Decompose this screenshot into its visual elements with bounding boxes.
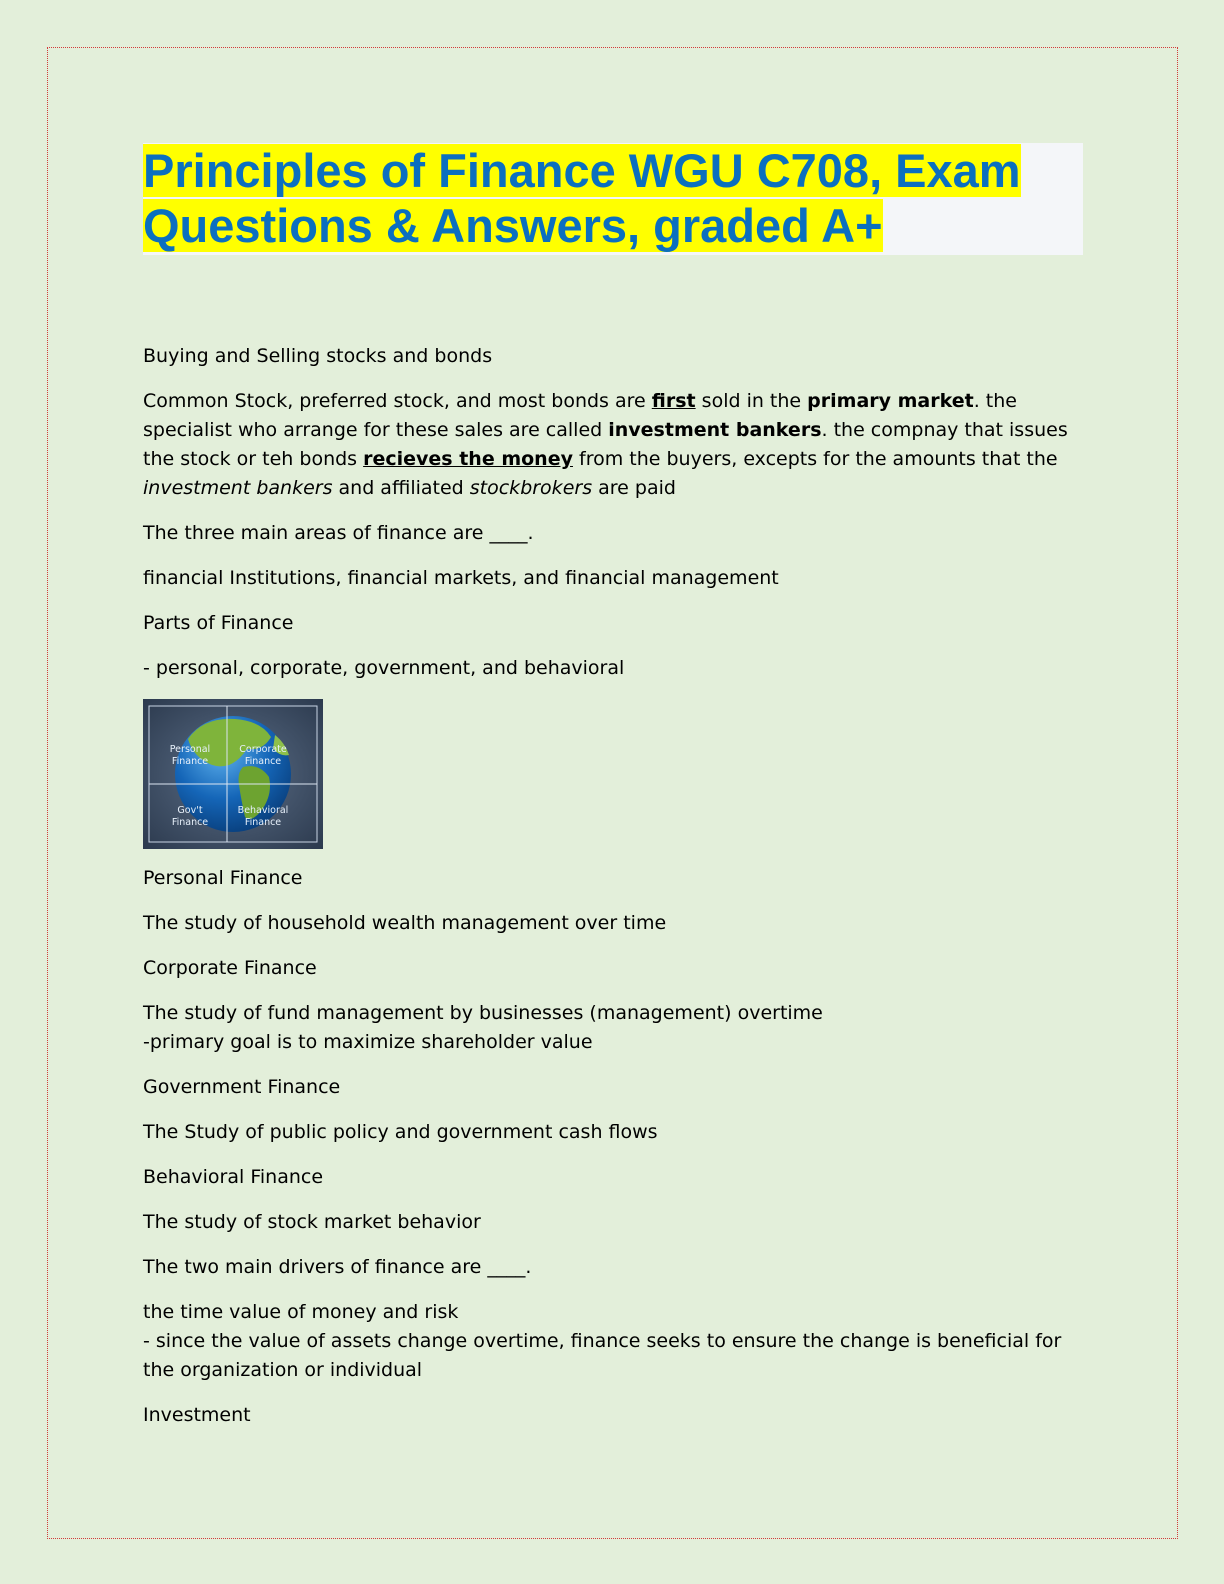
answer: The study of stock market behavior [143,1211,481,1233]
text: . the specialist who arrange for these sales are called [143,390,1017,441]
question: Government Finance [143,1076,341,1098]
question: Investment [143,1404,251,1426]
question: Personal Finance [143,867,303,889]
answer [143,999,1083,1057]
answer-line: -primary goal is to maximize shareholder value [143,1031,593,1053]
globe-label-behavioral-2: Finance [244,817,282,828]
answer [143,1298,1083,1385]
answer-line: the time value of money and risk [143,1301,459,1323]
title-line-1: Principles of Finance WGU C708, Exam [143,144,1021,197]
text: and affiliated [332,477,470,499]
globe-label-corporate: Corporate [239,744,287,755]
page-title [143,143,1083,253]
globe-label-behavioral: Behavioral [237,805,289,816]
text: sold in the [695,390,808,412]
paragraph-primary-market [143,387,1083,503]
question: Behavioral Finance [143,1166,324,1188]
emphasis-recieves-money: recieves the money [363,448,573,470]
question: Parts of Finance [143,612,294,634]
globe-label-govt: Gov't [177,805,203,816]
finance-globe-image [143,699,323,849]
answer: The Study of public policy and government cash flows [143,1121,658,1143]
answer-line: The study of fund management by businesses (management) overtime [143,1002,823,1024]
question: The three main areas of finance are ____. [143,522,534,544]
emphasis-investment-bankers: investment bankers [608,419,822,441]
globe-label-personal-2: Finance [171,756,209,767]
answer-line: - since the value of assets change overtime, finance seeks to ensure the change is beneficial for the organization or individual [143,1330,1062,1381]
globe-label-corporate-2: Finance [244,756,282,767]
question: Corporate Finance [143,957,317,979]
answer: The study of household wealth management over time [143,912,667,934]
question: The two main drivers of finance are ____. [143,1256,532,1278]
emphasis-first: first [651,390,696,412]
globe-icon [143,699,323,849]
answer: financial Institutions, financial markets, and financial management [143,567,779,589]
text: are paid [592,477,676,499]
globe-label-govt-2: Finance [171,817,209,828]
italic-investment-bankers: investment bankers [143,477,333,499]
paragraph: Buying and Selling stocks and bonds [143,345,493,367]
emphasis-primary-market: primary market [807,390,974,412]
text: from the buyers, excepts for the amounts that the [572,448,1058,470]
text: . the compnay that issues the stock or teh bonds [143,419,1068,470]
italic-stockbrokers: stockbrokers [469,477,593,499]
document-body [143,342,1083,1446]
answer: - personal, corporate, government, and behavioral [143,657,625,679]
title-line-2: Questions & Answers, graded A+ [143,199,883,252]
globe-label-personal: Personal [169,744,211,755]
title-block [143,143,1083,255]
text: Common Stock, preferred stock, and most bonds are [143,390,652,412]
